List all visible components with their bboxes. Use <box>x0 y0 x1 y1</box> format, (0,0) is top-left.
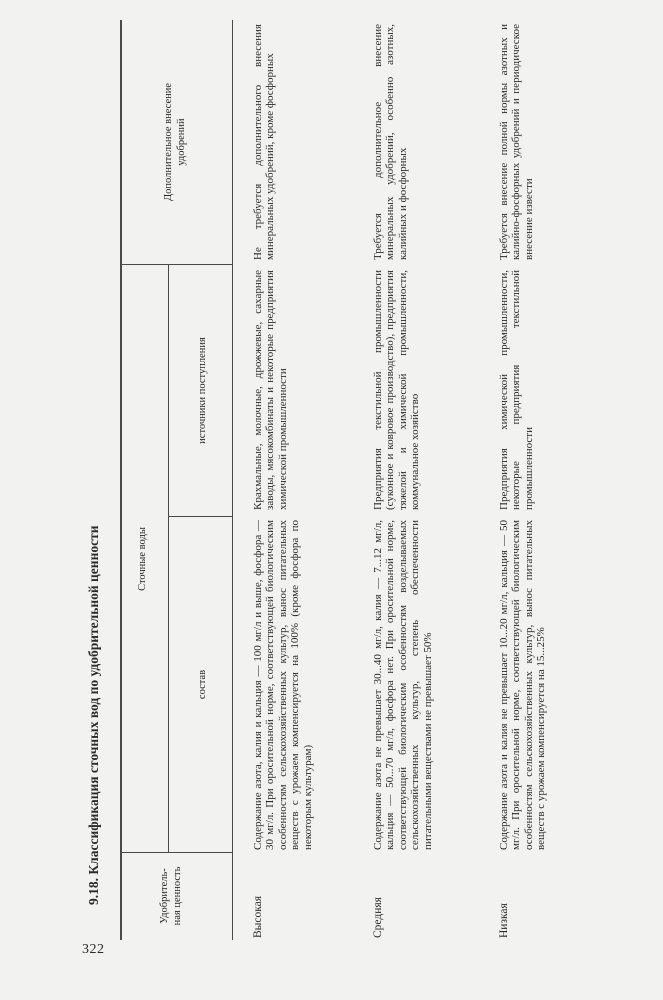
row-value-medium: Средняя <box>372 897 384 938</box>
col-rule-1 <box>120 852 232 853</box>
row-sources-high: Крахмальные, молочные, дрожжевые, сахарные заводы, мясокомбинаты и некоторые предприятия химической промышленности <box>252 270 289 510</box>
header-composition: состав <box>197 669 208 700</box>
header-bottom-rule <box>232 20 233 940</box>
subheader-rule <box>168 265 169 853</box>
row-sources-medium: Предприятия текстильной промышленности (суконное и ковровое производство), предприятия тяжелой и химической промышленности, коммунальное хозяйство <box>372 270 422 510</box>
row-additional-high: Не требуется дополнительного внесения минеральных удобрений, кроме фосфорных <box>252 24 277 260</box>
header-wastewater: Сточные воды <box>137 527 148 591</box>
top-rule <box>120 20 122 940</box>
row-composition-low: Содержание азота и калия не превышает 10...20 мг/л, кальция — 50 мг/л. При оросительной норме, соответствующей биологическим особенностям сельскохозяйственных культур, вынос питательных веществ с урожаем компенсируется на 15...25% <box>498 520 548 850</box>
header-fertility-value: Удобритель- ная ценность <box>159 866 183 926</box>
page-number: 322 <box>82 942 105 957</box>
row-value-low: Низкая <box>498 903 510 938</box>
row-additional-medium: Требуется дополнительное внесение минеральных удобрений, особенно азотных, калийных и фосфорных <box>372 24 409 260</box>
row-additional-low: Требуется внесение полной нормы азотных и калийно-фосфорных удобрений и периодическое внесение извести <box>498 24 535 260</box>
table-title: 9.18. Классификация сточных вод по удобрительной ценности <box>86 525 101 905</box>
header-additional: Дополнительное внесение удобрений <box>163 82 187 202</box>
row-composition-medium: Содержание азота не превышает 30...40 мг/л, калия — 7...12 мг/л, кальция — 50...70 мг/л, фосфора нет. При оросительной норме, соответствующей биологическим особенностям возделываемых сельскохозяйственных культур, степень обеспеченности питательными веществами не превышает 50% <box>372 520 434 850</box>
col-rule-2 <box>120 264 232 265</box>
header-sources: источники поступления <box>197 337 208 444</box>
row-composition-high: Содержание азота, калия и кальция — 100 мг/л и выше, фосфора — 30 мг/л. При оросительной норме, соответствующей биологическим особенностям сельскохозяйственных культур, вынос питательных веществ с урожаем компенсируется на 100% (кроме фосфора по некоторым культурам) <box>252 520 314 850</box>
row-value-high: Высокая <box>252 895 264 938</box>
row-sources-low: Предприятия химической промышленности, некоторые предприятия текстильной промышленности <box>498 270 535 510</box>
